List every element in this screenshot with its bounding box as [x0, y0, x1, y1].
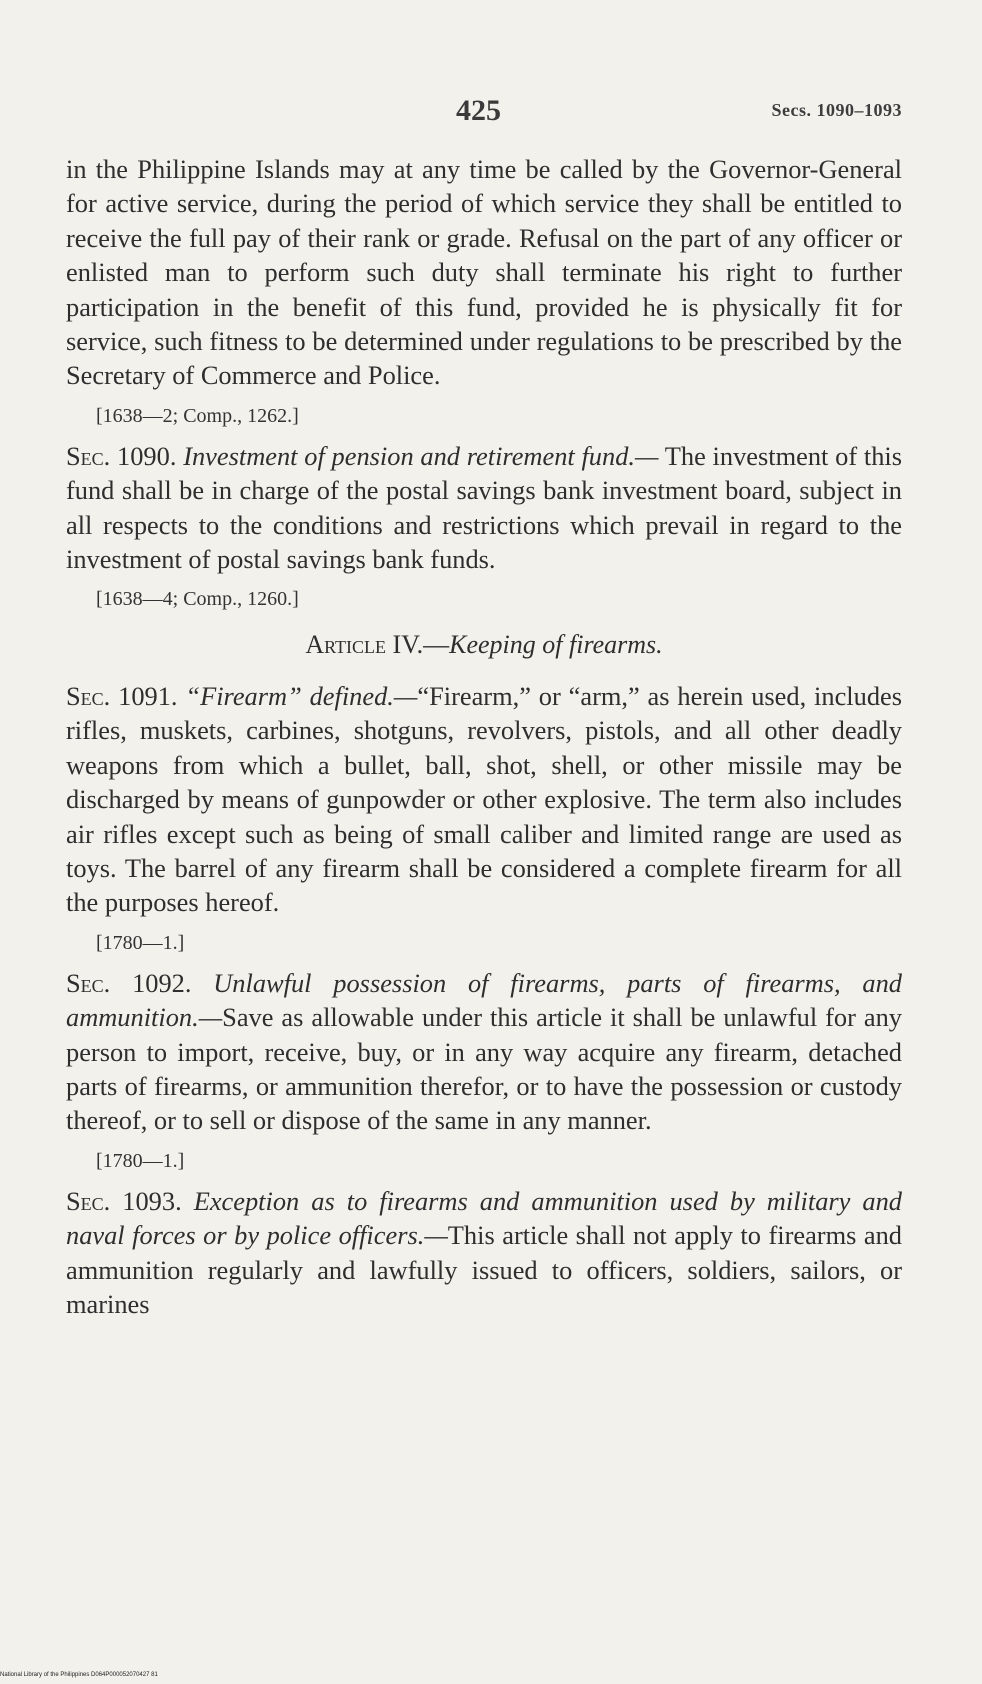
citation-1780-1-a: [1780—1.] — [96, 931, 185, 954]
section-1092 — [66, 966, 902, 1138]
scan-footer: National Library of the Philippines D064P000052070427 81 — [0, 1672, 158, 1678]
article-label: Article IV.— — [305, 630, 450, 660]
section-1091-text: “Firearm,” or “arm,” as herein used, includes rifles, muskets, carbines, shotguns, revolvers, pistols, and all other deadly weapons from which a bullet, ball, shot, shell, or other missile may be discharged by means of gunpowder or other explosive. The term also includes air rifles except such as being of small caliber and limited range are used as toys. The barrel of any firearm shall be considered a complete firearm for all the purposes hereof. — [66, 680, 902, 918]
section-1090-text: The investment of this fund shall be in charge of the postal savings bank investment board, subject in all respects to the conditions and restrictions which prevail in regard to the investment of postal savings bank funds. — [66, 440, 902, 575]
citation-1638-4: [1638—4; Comp., 1260.] — [96, 588, 299, 611]
section-1092-text: Save as allowable under this article it shall be unlawful for any person to import, receive, buy, or in any way acquire any firearm, detached parts of firearms, or ammunition therefor, or to have the possession or custody thereof, or to sell or dispose of the same in any manner. — [66, 1002, 902, 1136]
section-1090-title: Investment of pension and retirement fund.— — [183, 440, 659, 471]
paragraph-continuation: in the Philippine Islands may at any time be called by the Governor-General for active service, during the period of which service they shall be entitled to receive the full pay of their rank or grade. Refusal on the part of any officer or enlisted man to perform such duty shall terminate his right to further participation in the benefit of this fund, provided he is physically fit for service, such fitness to be determined under regulations to be prescribed by the Secretary of Commerce and Police. — [66, 154, 902, 391]
page-number: 425 — [456, 94, 501, 127]
section-range: Secs. 1090–1093 — [771, 100, 902, 120]
section-1091-title: “Firearm” defined.— — [185, 680, 418, 711]
page-header — [0, 92, 982, 132]
section-1092-title: Unlawful possession of firearms, parts of firearms, and ammunition.— — [66, 967, 902, 1033]
article-title: Keeping of firearms. — [449, 630, 663, 660]
section-1093-label: Sec. 1093. — [66, 1185, 182, 1216]
section-1092-label: Sec. 1092. — [66, 967, 192, 998]
article-heading — [66, 628, 902, 662]
section-1090-label: Sec. 1090. — [66, 440, 177, 471]
section-1091 — [66, 679, 902, 920]
citation-1638-2: [1638—2; Comp., 1262.] — [96, 404, 299, 427]
body-text — [66, 152, 902, 1321]
section-1091-label: Sec. 1091. — [66, 680, 178, 711]
section-1093-title: Exception as to firearms and ammunition used by military and naval forces or by police officers.— — [66, 1185, 902, 1251]
section-1093-text: This article shall not apply to firearms and ammunition regularly and lawfully issued to officers, soldiers, sailors, or marines — [66, 1220, 902, 1319]
section-1090 — [66, 439, 902, 577]
section-1093 — [66, 1184, 902, 1322]
citation-1780-1-b: [1780—1.] — [96, 1149, 185, 1172]
